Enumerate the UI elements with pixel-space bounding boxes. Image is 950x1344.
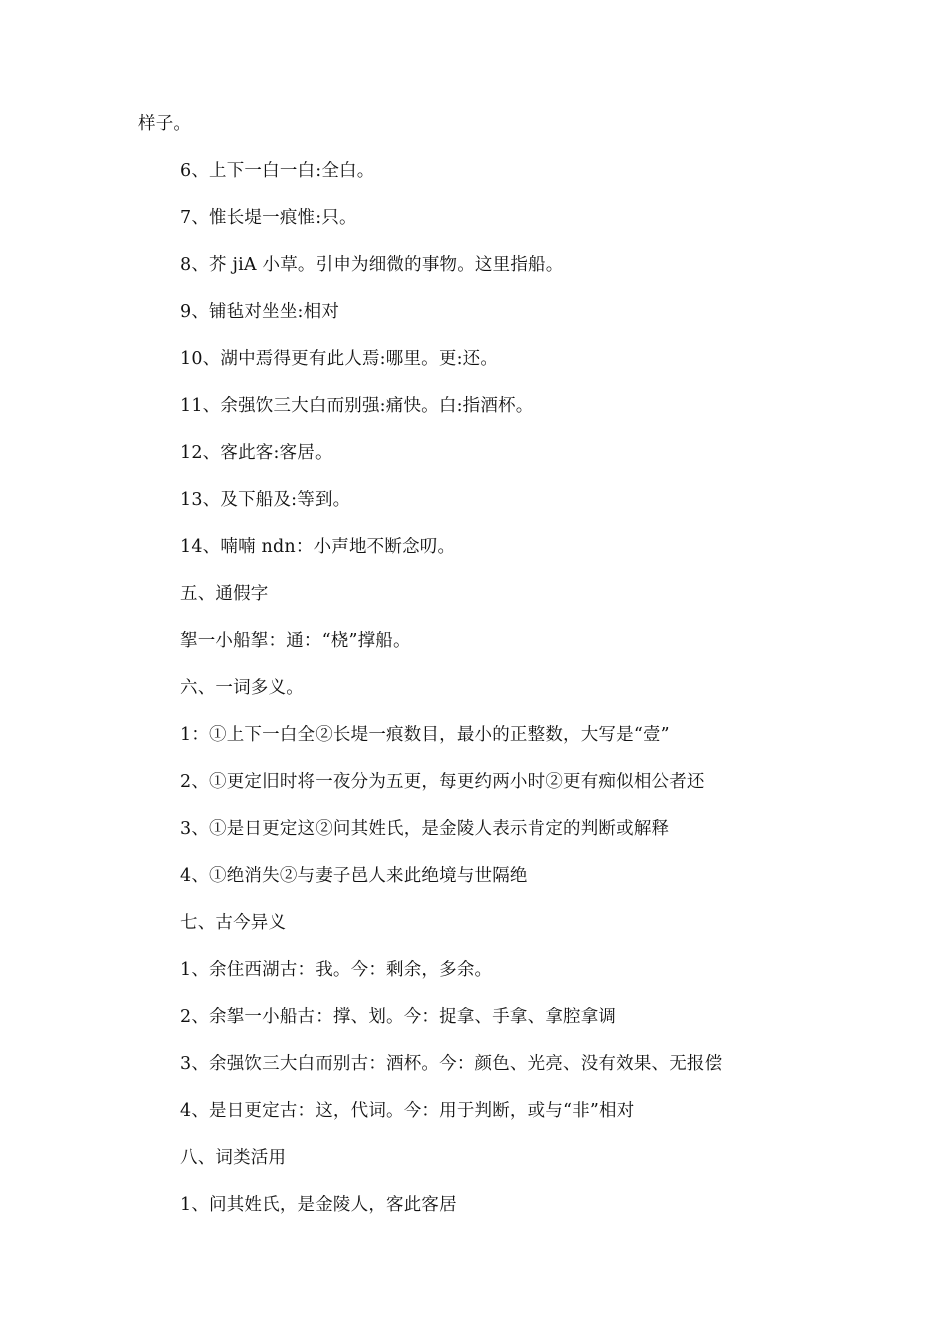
section-heading-8: 八、词类活用 bbox=[180, 1148, 287, 1168]
text-line-continuation: 样子。 bbox=[138, 114, 192, 134]
text-line-item-11: 11、余强饮三大白而别强:痛快。白:指酒杯。 bbox=[180, 396, 534, 416]
text-line-cilei-1: 1、问其姓氏，是金陵人，客此客居 bbox=[180, 1195, 457, 1215]
text-line-gujin-2: 2、余挐一小船古：撑、划。今：捉拿、手拿、拿腔拿调 bbox=[180, 1007, 617, 1027]
text-line-polysemy-2: 2、①更定旧时将一夜分为五更，每更约两小时②更有痴似相公者还 bbox=[180, 772, 705, 792]
text-line-gujin-4: 4、是日更定古：这，代词。今：用于判断，或与“非”相对 bbox=[180, 1101, 635, 1121]
text-line-tongjiazi: 挐一小船挐：通：“桡”撑船。 bbox=[180, 631, 411, 651]
text-line-gujin-1: 1、余住西湖古：我。今：剩余，多余。 bbox=[180, 960, 493, 980]
text-line-item-8: 8、芥 jiA 小草。引申为细微的事物。这里指船。 bbox=[180, 255, 564, 275]
text-line-item-6: 6、上下一白一白:全白。 bbox=[180, 161, 375, 181]
text-line-polysemy-1: 1：①上下一白全②长堤一痕数目，最小的正整数，大写是“壹” bbox=[180, 725, 670, 745]
text-line-gujin-3: 3、余强饮三大白而别古：酒杯。今：颜色、光亮、没有效果、无报偿 bbox=[180, 1054, 723, 1074]
text-line-item-12: 12、客此客:客居。 bbox=[180, 443, 333, 463]
section-heading-5: 五、通假字 bbox=[180, 584, 269, 604]
text-line-item-7: 7、惟长堤一痕惟:只。 bbox=[180, 208, 357, 228]
section-heading-6: 六、一词多义。 bbox=[180, 678, 304, 698]
text-line-item-13: 13、及下船及:等到。 bbox=[180, 490, 351, 510]
text-line-item-9: 9、铺毡对坐坐:相对 bbox=[180, 302, 340, 322]
text-line-item-10: 10、湖中焉得更有此人焉:哪里。更:还。 bbox=[180, 349, 499, 369]
section-heading-7: 七、古今异义 bbox=[180, 913, 287, 933]
text-line-polysemy-3: 3、①是日更定这②问其姓氏，是金陵人表示肯定的判断或解释 bbox=[180, 819, 670, 839]
text-line-polysemy-4: 4、①绝消失②与妻子邑人来此绝境与世隔绝 bbox=[180, 866, 528, 886]
text-line-item-14: 14、喃喃 ndn：小声地不断念叨。 bbox=[180, 537, 456, 557]
